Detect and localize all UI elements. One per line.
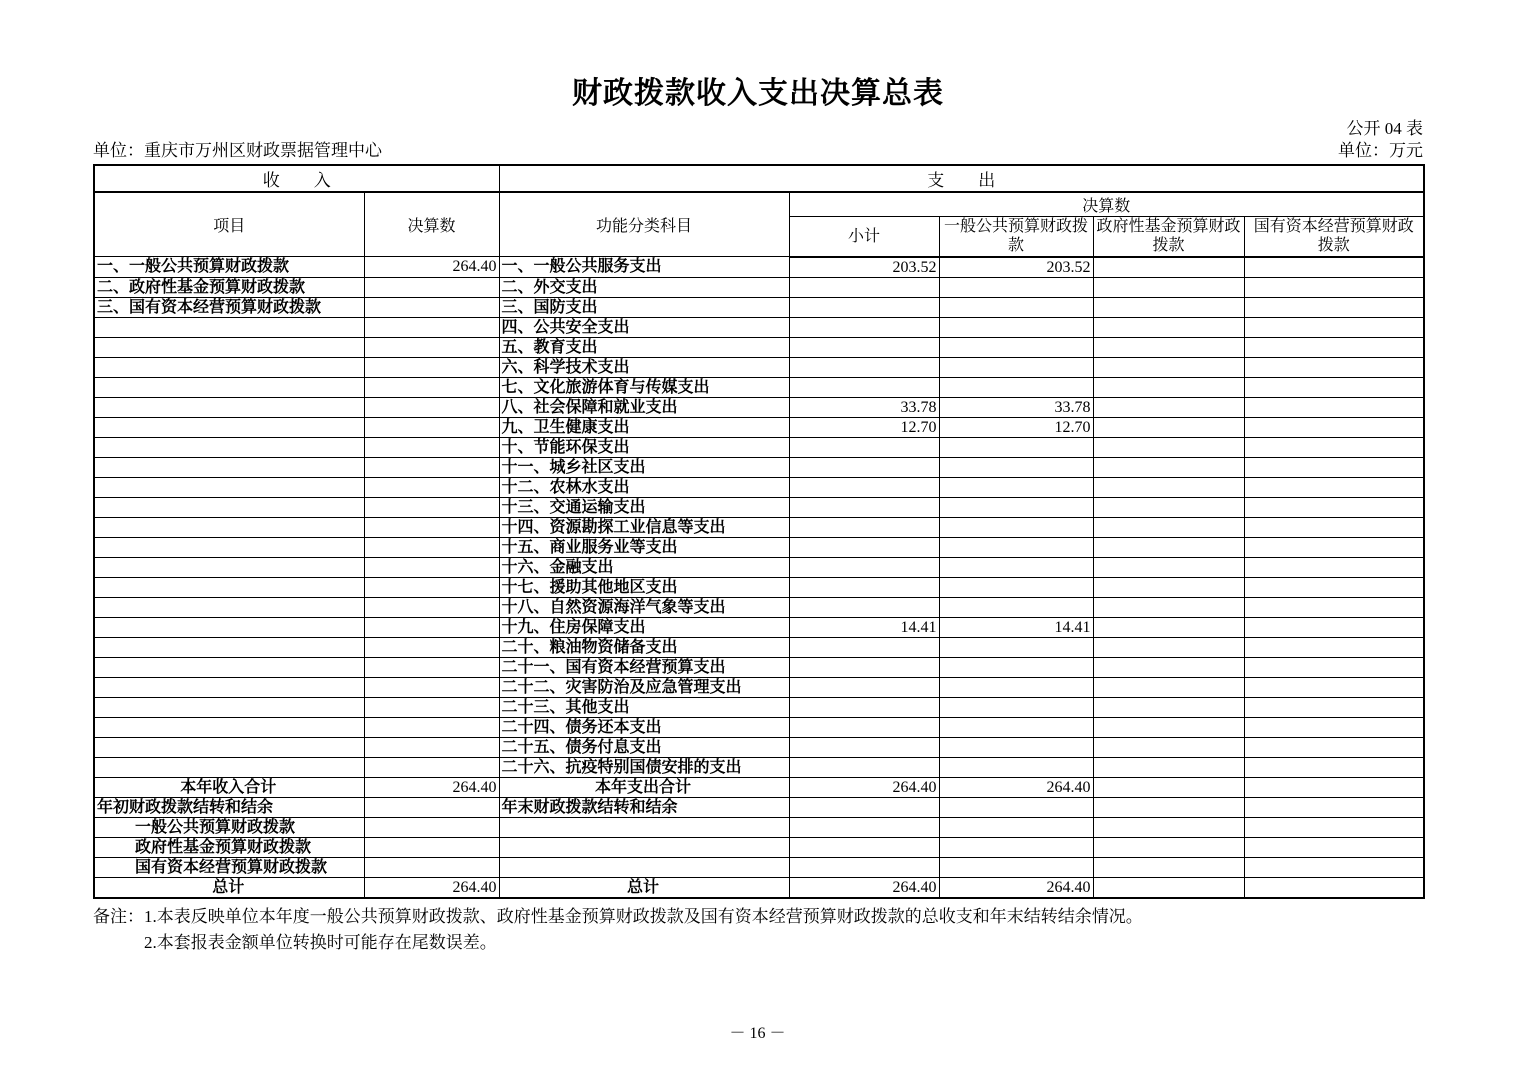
expense-item-cell: 本年支出合计 <box>499 777 789 797</box>
table-row <box>94 717 1424 737</box>
expense-general-budget-cell <box>939 697 1093 717</box>
expense-general-budget-cell <box>939 717 1093 737</box>
expense-state-capital-cell <box>1244 337 1424 357</box>
expense-general-budget-cell <box>939 297 1093 317</box>
expense-general-budget-cell: 264.40 <box>939 877 1093 898</box>
expense-item-cell: 一、一般公共服务支出 <box>499 257 789 278</box>
expense-subtotal-cell <box>789 437 939 457</box>
expense-gov-fund-cell <box>1093 397 1244 417</box>
expense-item-cell: 二十二、灾害防治及应急管理支出 <box>499 677 789 697</box>
table-row <box>94 277 1424 297</box>
table-row <box>94 257 1424 278</box>
expense-gov-fund-cell <box>1093 517 1244 537</box>
income-value-cell <box>364 297 499 317</box>
expense-item-cell: 十七、援助其他地区支出 <box>499 577 789 597</box>
table-row <box>94 297 1424 317</box>
expense-subtotal-cell <box>789 757 939 777</box>
expense-gov-fund-cell <box>1093 737 1244 757</box>
table-row <box>94 577 1424 597</box>
expense-subtotal-cell <box>789 457 939 477</box>
expense-subtotal-cell <box>789 537 939 557</box>
notes-label: 备注： <box>93 906 144 926</box>
expense-state-capital-cell <box>1244 777 1424 797</box>
table-row <box>94 677 1424 697</box>
expense-subtotal-cell: 264.40 <box>789 877 939 898</box>
expense-item-cell: 八、社会保障和就业支出 <box>499 397 789 417</box>
table-row <box>94 557 1424 577</box>
expense-item-cell: 二十五、债务付息支出 <box>499 737 789 757</box>
income-item-cell: 年初财政拨款结转和结余 <box>94 797 364 817</box>
expense-state-capital-cell <box>1244 877 1424 898</box>
expense-gov-fund-cell <box>1093 257 1244 278</box>
income-item-cell <box>94 737 364 757</box>
expense-subtotal-cell <box>789 557 939 577</box>
income-item-cell <box>94 657 364 677</box>
expense-state-capital-cell <box>1244 497 1424 517</box>
expense-item-cell: 二、外交支出 <box>499 277 789 297</box>
expense-item-cell: 二十一、国有资本经营预算支出 <box>499 657 789 677</box>
expense-subtotal-cell <box>789 717 939 737</box>
expense-item-cell: 十八、自然资源海洋气象等支出 <box>499 597 789 617</box>
income-value-cell <box>364 557 499 577</box>
income-item-cell: 本年收入合计 <box>94 777 364 797</box>
expense-item-cell: 十三、交通运输支出 <box>499 497 789 517</box>
expense-subtotal-cell <box>789 577 939 597</box>
expense-item-cell: 十一、城乡社区支出 <box>499 457 789 477</box>
expense-gov-fund-cell <box>1093 637 1244 657</box>
table-row <box>94 657 1424 677</box>
expense-subtotal-cell <box>789 677 939 697</box>
expenditure-final-accounts-header: 决算数 <box>789 192 1424 217</box>
table-row <box>94 817 1424 837</box>
expense-general-budget-cell: 264.40 <box>939 777 1093 797</box>
expense-item-cell: 十五、商业服务业等支出 <box>499 537 789 557</box>
expense-state-capital-cell <box>1244 537 1424 557</box>
table-header <box>94 165 1424 257</box>
expense-state-capital-cell <box>1244 517 1424 537</box>
income-value-cell <box>364 517 499 537</box>
expense-state-capital-cell <box>1244 737 1424 757</box>
expense-general-budget-cell <box>939 437 1093 457</box>
expense-gov-fund-cell <box>1093 297 1244 317</box>
expense-subtotal-cell <box>789 357 939 377</box>
expense-gov-fund-cell <box>1093 377 1244 397</box>
income-value-cell <box>364 677 499 697</box>
expenditure-section-header: 支 出 <box>499 165 1424 192</box>
expense-gov-fund-cell <box>1093 797 1244 817</box>
income-value-cell <box>364 817 499 837</box>
expense-gov-fund-cell <box>1093 537 1244 557</box>
income-item-cell <box>94 317 364 337</box>
expense-general-budget-cell <box>939 837 1093 857</box>
expense-state-capital-cell <box>1244 637 1424 657</box>
income-value-cell <box>364 497 499 517</box>
expense-general-budget-cell: 12.70 <box>939 417 1093 437</box>
income-item-cell <box>94 437 364 457</box>
expense-gov-fund-cell <box>1093 357 1244 377</box>
table-row <box>94 797 1424 817</box>
table-row <box>94 697 1424 717</box>
income-value-cell <box>364 597 499 617</box>
expense-gov-fund-cell <box>1093 617 1244 637</box>
unit-currency: 单位：万元 <box>1338 141 1423 160</box>
page-number: － 16 － <box>729 1025 786 1042</box>
expense-item-cell: 二十六、抗疫特别国债安排的支出 <box>499 757 789 777</box>
expense-subtotal-cell <box>789 737 939 757</box>
expense-general-budget-cell <box>939 477 1093 497</box>
income-item-cell <box>94 337 364 357</box>
income-value-cell <box>364 837 499 857</box>
income-item-cell <box>94 637 364 657</box>
page-title: 财政拨款收入支出决算总表 <box>572 77 944 110</box>
income-value-cell: 264.40 <box>364 877 499 898</box>
income-item-cell <box>94 397 364 417</box>
expense-subtotal-cell: 33.78 <box>789 397 939 417</box>
expense-state-capital-cell <box>1244 837 1424 857</box>
income-value-cell <box>364 337 499 357</box>
expense-item-cell <box>499 837 789 857</box>
expense-general-budget-cell: 203.52 <box>939 257 1093 278</box>
expense-gov-fund-cell <box>1093 557 1244 577</box>
expense-general-budget-cell <box>939 277 1093 297</box>
expense-state-capital-cell <box>1244 437 1424 457</box>
income-value-cell <box>364 317 499 337</box>
income-item-cell <box>94 537 364 557</box>
table-number: 公开 04 表 <box>1346 119 1423 138</box>
expense-general-budget-cell <box>939 737 1093 757</box>
expense-subtotal-cell <box>789 797 939 817</box>
expense-gov-fund-cell <box>1093 837 1244 857</box>
expense-gov-fund-cell <box>1093 677 1244 697</box>
expense-state-capital-cell <box>1244 377 1424 397</box>
income-item-cell <box>94 557 364 577</box>
expense-gov-fund-cell <box>1093 277 1244 297</box>
income-item-cell <box>94 357 364 377</box>
expense-subtotal-cell <box>789 597 939 617</box>
expense-state-capital-cell <box>1244 557 1424 577</box>
expense-item-cell: 总计 <box>499 877 789 898</box>
table-row <box>94 517 1424 537</box>
expense-general-budget-cell <box>939 377 1093 397</box>
income-item-cell <box>94 497 364 517</box>
note-1-text: 1.本表反映单位本年度一般公共预算财政拨款、政府性基金预算财政拨款及国有资本经营预算财政拨款的总收支和年末结转结余情况。 <box>144 906 1143 926</box>
expense-item-cell: 四、公共安全支出 <box>499 317 789 337</box>
income-item-cell <box>94 477 364 497</box>
table-row <box>94 397 1424 417</box>
expense-gov-fund-cell <box>1093 497 1244 517</box>
expense-gov-fund-cell <box>1093 337 1244 357</box>
expense-state-capital-cell <box>1244 697 1424 717</box>
table-row <box>94 617 1424 637</box>
expense-item-cell: 十四、资源勘探工业信息等支出 <box>499 517 789 537</box>
table-row <box>94 377 1424 397</box>
expense-subtotal-cell <box>789 377 939 397</box>
income-value-cell <box>364 577 499 597</box>
expense-item-cell: 二十四、债务还本支出 <box>499 717 789 737</box>
expense-item-cell: 六、科学技术支出 <box>499 357 789 377</box>
expense-item-cell: 五、教育支出 <box>499 337 789 357</box>
expense-state-capital-cell <box>1244 617 1424 637</box>
income-value-cell <box>364 757 499 777</box>
note-line-1 <box>93 904 1423 930</box>
income-value-cell <box>364 417 499 437</box>
expense-general-budget-cell <box>939 457 1093 477</box>
expense-subtotal-cell <box>789 637 939 657</box>
subtotal-column-header: 小计 <box>789 217 939 257</box>
expense-general-budget-cell <box>939 317 1093 337</box>
expense-state-capital-cell <box>1244 857 1424 877</box>
income-value-cell <box>364 857 499 877</box>
functional-subject-header: 功能分类科目 <box>499 192 789 257</box>
income-value-cell <box>364 357 499 377</box>
expense-state-capital-cell <box>1244 717 1424 737</box>
expense-general-budget-cell: 14.41 <box>939 617 1093 637</box>
table-row <box>94 537 1424 557</box>
expense-subtotal-cell <box>789 477 939 497</box>
expense-general-budget-cell: 33.78 <box>939 397 1093 417</box>
expense-general-budget-cell <box>939 337 1093 357</box>
expense-general-budget-cell <box>939 557 1093 577</box>
expense-gov-fund-cell <box>1093 577 1244 597</box>
table-row <box>94 597 1424 617</box>
income-item-cell: 政府性基金预算财政拨款 <box>94 837 364 857</box>
income-value-cell: 264.40 <box>364 777 499 797</box>
expense-subtotal-cell <box>789 857 939 877</box>
table-body <box>94 257 1424 898</box>
income-item-cell <box>94 597 364 617</box>
expense-gov-fund-cell <box>1093 657 1244 677</box>
item-column-header: 项目 <box>94 192 364 257</box>
expense-item-cell: 九、卫生健康支出 <box>499 417 789 437</box>
expense-item-cell: 十二、农林水支出 <box>499 477 789 497</box>
table-row <box>94 837 1424 857</box>
expense-general-budget-cell <box>939 497 1093 517</box>
expense-state-capital-cell <box>1244 477 1424 497</box>
income-value-cell <box>364 457 499 477</box>
notes <box>93 904 1423 956</box>
expense-general-budget-cell <box>939 677 1093 697</box>
expense-subtotal-cell <box>789 297 939 317</box>
income-value-cell <box>364 617 499 637</box>
income-value-cell <box>364 277 499 297</box>
expense-item-cell: 十九、住房保障支出 <box>499 617 789 637</box>
income-value-cell <box>364 717 499 737</box>
expense-item-cell: 二十三、其他支出 <box>499 697 789 717</box>
unit-name: 单位：重庆市万州区财政票据管理中心 <box>93 141 382 160</box>
expense-item-cell: 三、国防支出 <box>499 297 789 317</box>
expense-subtotal-cell <box>789 497 939 517</box>
income-item-cell: 一般公共预算财政拨款 <box>94 817 364 837</box>
expense-subtotal-cell: 12.70 <box>789 417 939 437</box>
expense-gov-fund-cell <box>1093 597 1244 617</box>
expense-item-cell: 年末财政拨款结转和结余 <box>499 797 789 817</box>
income-final-accounts-header: 决算数 <box>364 192 499 257</box>
income-value-cell <box>364 797 499 817</box>
expense-item-cell <box>499 857 789 877</box>
expense-general-budget-cell <box>939 517 1093 537</box>
income-item-cell: 一、一般公共预算财政拨款 <box>94 257 364 278</box>
expense-state-capital-cell <box>1244 417 1424 437</box>
income-item-cell <box>94 697 364 717</box>
expense-state-capital-cell <box>1244 297 1424 317</box>
expense-general-budget-cell <box>939 757 1093 777</box>
unit-row <box>93 140 1423 162</box>
expense-state-capital-cell <box>1244 657 1424 677</box>
expense-gov-fund-cell <box>1093 777 1244 797</box>
income-item-cell <box>94 417 364 437</box>
table-row <box>94 437 1424 457</box>
table-row <box>94 737 1424 757</box>
expense-state-capital-cell <box>1244 597 1424 617</box>
table-row <box>94 877 1424 898</box>
income-value-cell <box>364 697 499 717</box>
table-row <box>94 337 1424 357</box>
table-row <box>94 497 1424 517</box>
expense-state-capital-cell <box>1244 577 1424 597</box>
income-item-cell <box>94 617 364 637</box>
table-row <box>94 637 1424 657</box>
general-public-budget-header: 一般公共预算财政拨款 <box>939 217 1093 257</box>
expense-state-capital-cell <box>1244 397 1424 417</box>
income-item-cell: 三、国有资本经营预算财政拨款 <box>94 297 364 317</box>
expense-subtotal-cell <box>789 317 939 337</box>
expense-item-cell: 七、文化旅游体育与传媒支出 <box>499 377 789 397</box>
expense-subtotal-cell <box>789 517 939 537</box>
expense-subtotal-cell <box>789 837 939 857</box>
table-row <box>94 757 1424 777</box>
expense-item-cell <box>499 817 789 837</box>
fiscal-summary-table <box>93 164 1425 899</box>
section-header-row <box>94 165 1424 192</box>
table-row <box>94 317 1424 337</box>
income-value-cell <box>364 637 499 657</box>
expense-general-budget-cell <box>939 797 1093 817</box>
expense-general-budget-cell <box>939 357 1093 377</box>
expense-subtotal-cell <box>789 657 939 677</box>
income-value-cell <box>364 437 499 457</box>
expense-item-cell: 十六、金融支出 <box>499 557 789 577</box>
expense-general-budget-cell <box>939 637 1093 657</box>
expense-general-budget-cell <box>939 657 1093 677</box>
expense-state-capital-cell <box>1244 357 1424 377</box>
table-row <box>94 857 1424 877</box>
expense-state-capital-cell <box>1244 257 1424 278</box>
expense-item-cell: 二十、粮油物资储备支出 <box>499 637 789 657</box>
expense-general-budget-cell <box>939 597 1093 617</box>
expense-gov-fund-cell <box>1093 817 1244 837</box>
income-item-cell <box>94 457 364 477</box>
expense-state-capital-cell <box>1244 817 1424 837</box>
expense-general-budget-cell <box>939 857 1093 877</box>
income-value-cell <box>364 377 499 397</box>
income-value-cell: 264.40 <box>364 257 499 278</box>
table-row <box>94 777 1424 797</box>
income-value-cell <box>364 537 499 557</box>
expense-subtotal-cell <box>789 817 939 837</box>
income-item-cell <box>94 757 364 777</box>
income-value-cell <box>364 397 499 417</box>
income-item-cell: 国有资本经营预算财政拨款 <box>94 857 364 877</box>
expense-state-capital-cell <box>1244 797 1424 817</box>
income-item-cell <box>94 377 364 397</box>
expense-gov-fund-cell <box>1093 317 1244 337</box>
table-row <box>94 357 1424 377</box>
expense-general-budget-cell <box>939 537 1093 557</box>
expense-subtotal-cell <box>789 277 939 297</box>
expense-state-capital-cell <box>1244 457 1424 477</box>
income-item-cell <box>94 717 364 737</box>
expense-gov-fund-cell <box>1093 877 1244 898</box>
expense-state-capital-cell <box>1244 757 1424 777</box>
income-item-cell <box>94 677 364 697</box>
expense-subtotal-cell <box>789 337 939 357</box>
income-value-cell <box>364 477 499 497</box>
expense-gov-fund-cell <box>1093 457 1244 477</box>
expense-general-budget-cell <box>939 817 1093 837</box>
table-row <box>94 477 1424 497</box>
income-item-cell <box>94 517 364 537</box>
income-item-cell <box>94 577 364 597</box>
expense-general-budget-cell <box>939 577 1093 597</box>
expense-gov-fund-cell <box>1093 757 1244 777</box>
note-line-2: 2.本套报表金额单位转换时可能存在尾数误差。 <box>144 932 497 952</box>
table-row <box>94 417 1424 437</box>
income-section-header: 收 入 <box>94 165 499 192</box>
income-item-cell: 二、政府性基金预算财政拨款 <box>94 277 364 297</box>
expense-state-capital-cell <box>1244 277 1424 297</box>
expense-subtotal-cell <box>789 697 939 717</box>
expense-gov-fund-cell <box>1093 717 1244 737</box>
expense-state-capital-cell <box>1244 317 1424 337</box>
expense-gov-fund-cell <box>1093 857 1244 877</box>
header-row-2 <box>94 192 1424 217</box>
expense-gov-fund-cell <box>1093 417 1244 437</box>
expense-state-capital-cell <box>1244 677 1424 697</box>
content-area <box>93 0 1423 956</box>
expense-gov-fund-cell <box>1093 437 1244 457</box>
income-value-cell <box>364 657 499 677</box>
expense-subtotal-cell: 203.52 <box>789 257 939 278</box>
expense-item-cell: 十、节能环保支出 <box>499 437 789 457</box>
state-capital-budget-header: 国有资本经营预算财政拨款 <box>1244 217 1424 257</box>
income-item-cell: 总计 <box>94 877 364 898</box>
expense-subtotal-cell: 264.40 <box>789 777 939 797</box>
expense-gov-fund-cell <box>1093 477 1244 497</box>
income-value-cell <box>364 737 499 757</box>
expense-gov-fund-cell <box>1093 697 1244 717</box>
table-row <box>94 457 1424 477</box>
expense-subtotal-cell: 14.41 <box>789 617 939 637</box>
government-fund-budget-header: 政府性基金预算财政拨款 <box>1093 217 1244 257</box>
